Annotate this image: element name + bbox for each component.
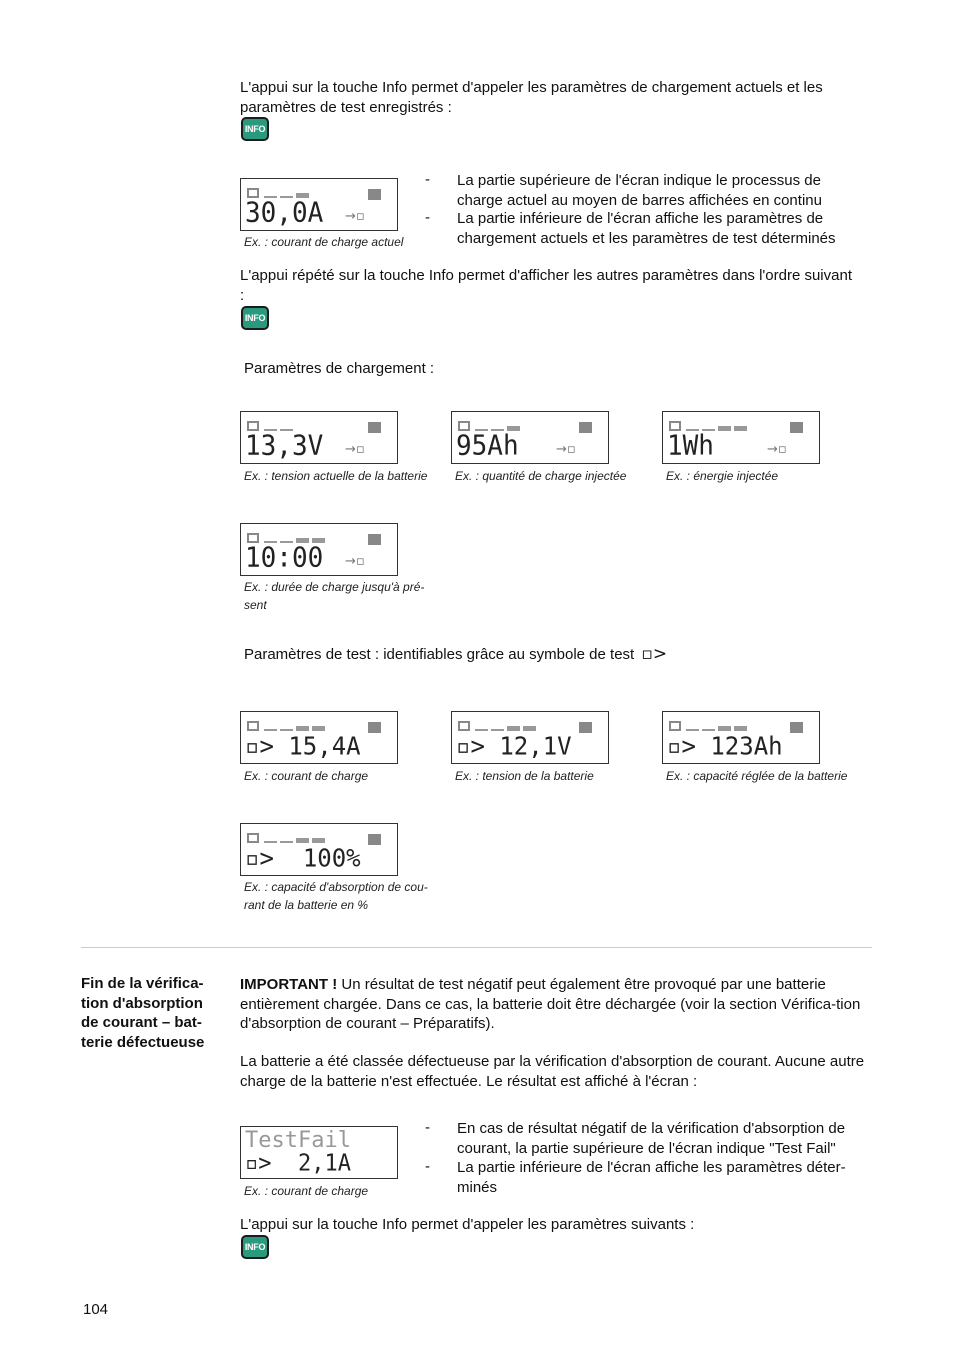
intro-text: L'appui sur la touche Info permet d'appeler les paramètres de chargement actuels et les paramètres de test enregistrés : bbox=[240, 79, 823, 116]
battery-full-icon bbox=[368, 834, 381, 845]
bullet-dash: - bbox=[425, 1158, 430, 1175]
test-symbol-icon: ▫> bbox=[641, 644, 668, 664]
caption: Ex. : capacité d'absorption de cou-rant de la batterie en % bbox=[244, 880, 428, 912]
info-button-icon: INFO bbox=[241, 306, 269, 330]
bullet-text: La partie inférieure de l'écran affiche les paramètres de chargement actuels et les paramètres de test déterminés bbox=[457, 210, 836, 247]
caption: Ex. : tension de la batterie bbox=[455, 769, 594, 783]
test-heading bbox=[244, 645, 704, 665]
test-symbol-icon: ▫> bbox=[667, 731, 696, 761]
section-divider bbox=[81, 947, 872, 948]
caption: Ex. : capacité réglée de la batterie bbox=[666, 769, 848, 783]
bullet-text: La partie supérieure de l'écran indique le processus de charge actuel au moyen de barres affichées en continu bbox=[457, 172, 822, 209]
lcd-value: 13,3V bbox=[245, 430, 324, 462]
charging-heading: Paramètres de chargement : bbox=[244, 360, 435, 377]
lcd-value: ▫> 100% bbox=[245, 843, 361, 873]
battery-full-icon bbox=[368, 534, 381, 545]
info-button-icon: INFO bbox=[241, 1235, 269, 1259]
lcd-display-duration bbox=[240, 523, 398, 576]
battery-full-icon bbox=[368, 722, 381, 733]
test-symbol-icon: ▫> bbox=[456, 731, 485, 761]
lcd-value: 10:00 bbox=[245, 542, 324, 574]
lcd-display-fail bbox=[240, 1126, 398, 1179]
battery-full-icon bbox=[579, 722, 592, 733]
lcd-display-voltage bbox=[240, 411, 398, 464]
charge-arrow-icon: →▫ bbox=[556, 442, 576, 457]
test-symbol-icon: ▫> bbox=[245, 1150, 272, 1177]
charge-arrow-icon: →▫ bbox=[345, 554, 365, 569]
bullet-text: En cas de résultat négatif de la vérification d'absorption de courant, la partie supérieure de l'écran indique "Test Fail" bbox=[457, 1120, 846, 1157]
lcd-display-test-voltage bbox=[451, 711, 609, 764]
test-heading-text: Paramètres de test : identifiables grâce au symbole de test bbox=[244, 646, 635, 663]
lcd-value: 30,0A bbox=[245, 197, 324, 229]
test-symbol-icon: ▫> bbox=[245, 731, 274, 761]
bullet-dash: - bbox=[425, 209, 430, 226]
final-text: L'appui sur la touche Info permet d'appeler les paramètres suivants : bbox=[240, 1216, 695, 1233]
bullet-text: La partie inférieure de l'écran affiche les paramètres déter-minés bbox=[457, 1159, 846, 1196]
battery-full-icon bbox=[368, 189, 381, 200]
lcd-value: ▫> 12,1V bbox=[456, 731, 572, 761]
test-symbol-icon: ▫> bbox=[245, 843, 274, 873]
lcd-value: ▫> 15,4A bbox=[245, 731, 361, 761]
caption: Ex. : énergie injectée bbox=[666, 469, 779, 483]
lcd-display-energy bbox=[662, 411, 820, 464]
bullet-dash: - bbox=[425, 171, 430, 188]
side-heading: Fin de la vérifica-tion d'absorption de courant – bat-terie défectueuse bbox=[81, 975, 205, 1051]
battery-full-icon bbox=[579, 422, 592, 433]
charge-arrow-icon: →▫ bbox=[345, 209, 365, 224]
caption: Ex. : durée de charge jusqu'à pré-sent bbox=[244, 580, 425, 612]
lcd-display-test-absorption bbox=[240, 823, 398, 876]
lcd-value: ▫> 2,1A bbox=[245, 1150, 351, 1177]
lcd-value: ▫> 123Ah bbox=[667, 731, 783, 761]
repeat-text: L'appui répété sur la touche Info permet d'afficher les autres paramètres dans l'ordre suivant : bbox=[240, 267, 852, 304]
lcd-value: 95Ah bbox=[456, 430, 519, 462]
classified-text: La batterie a été classée défectueuse par la vérification d'absorption de courant. Aucune autre charge de la batterie n'est effectuée. Le résultat est affiché à l'écran : bbox=[240, 1053, 865, 1090]
important-text: Un résultat de test négatif peut également être provoqué par une batterie entièrement chargée. Dans ce cas, la batterie doit être déchargée (voir la section Vérifica-tion d'absorption de courant – Préparatifs). bbox=[240, 976, 861, 1032]
caption: Ex. : courant de charge bbox=[244, 769, 369, 783]
bullet-dash: - bbox=[425, 1119, 430, 1136]
battery-full-icon bbox=[790, 722, 803, 733]
battery-full-icon bbox=[790, 422, 803, 433]
caption: Ex. : courant de charge bbox=[244, 1184, 369, 1198]
info-button-icon: INFO bbox=[241, 117, 269, 141]
lcd-display-main bbox=[240, 178, 398, 231]
caption: Ex. : tension actuelle de la batterie bbox=[244, 469, 428, 483]
page-number: 104 bbox=[83, 1301, 109, 1318]
lcd-top-text: TestFail bbox=[245, 1128, 351, 1153]
lcd-display-test-current bbox=[240, 711, 398, 764]
important-label: IMPORTANT ! bbox=[240, 976, 338, 993]
important-paragraph bbox=[240, 975, 874, 1034]
charge-arrow-icon: →▫ bbox=[345, 442, 365, 457]
lcd-value: 1Wh bbox=[667, 430, 714, 462]
battery-full-icon bbox=[368, 422, 381, 433]
lcd-display-test-capacity bbox=[662, 711, 820, 764]
caption: Ex. : quantité de charge injectée bbox=[455, 469, 627, 483]
caption: Ex. : courant de charge actuel bbox=[244, 235, 404, 249]
lcd-display-charge bbox=[451, 411, 609, 464]
charge-arrow-icon: →▫ bbox=[767, 442, 787, 457]
